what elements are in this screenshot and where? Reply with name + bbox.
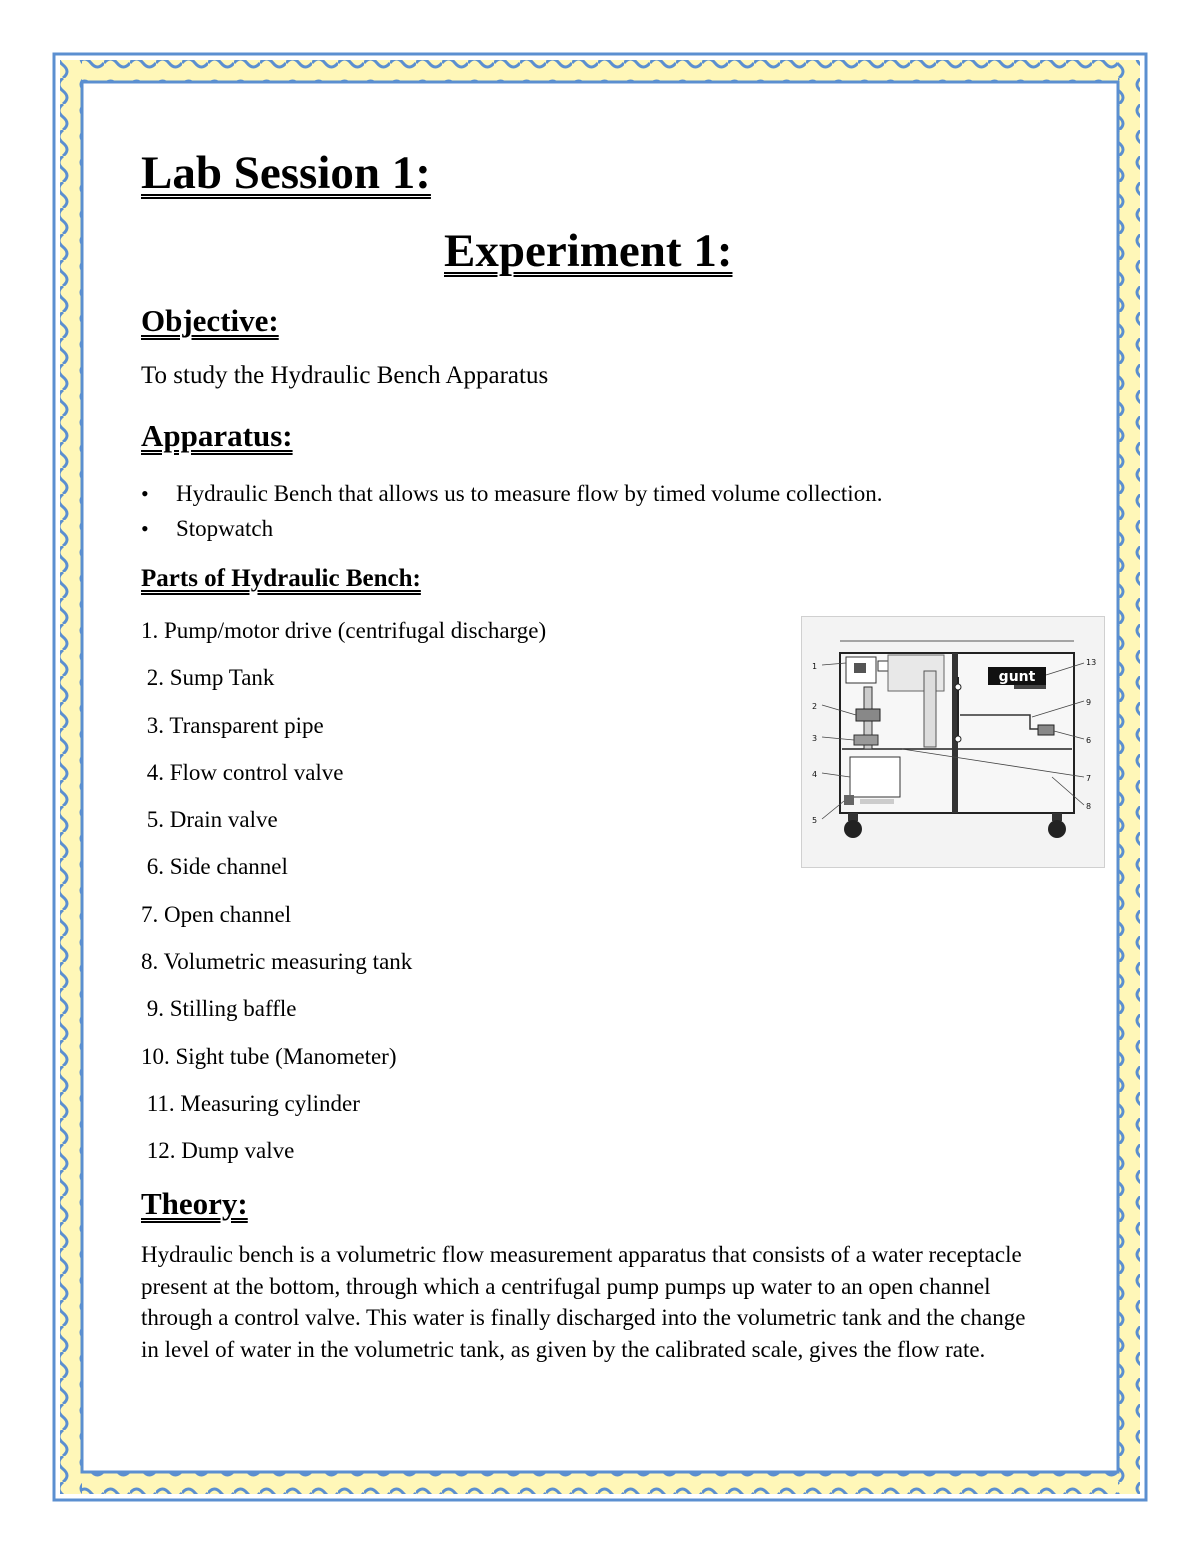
- brand-logo: gunt: [998, 669, 1036, 685]
- objective-text: To study the Hydraulic Bench Apparatus: [141, 362, 549, 389]
- list-item: 3. Transparent pipe: [141, 712, 324, 738]
- callout-label: 4: [812, 770, 818, 779]
- parts-list: [141, 614, 546, 1182]
- list-item: • Hydraulic Bench that allows us to measure flow by timed volume collection.: [141, 476, 882, 511]
- hydraulic-bench-figure: [801, 616, 1105, 868]
- list-item: 7. Open channel: [141, 901, 292, 927]
- objective-heading: Objective:: [141, 303, 279, 338]
- hydraulic-bench-drawing: [802, 617, 1104, 867]
- list-item: 1. Pump/motor drive (centrifugal discharge): [141, 618, 547, 643]
- callout-label: 8: [1086, 802, 1092, 811]
- list-item: 10. Sight tube (Manometer): [141, 1043, 397, 1069]
- experiment-title: Experiment 1:: [444, 225, 733, 277]
- callout-label: 6: [1086, 736, 1092, 745]
- page-title: Lab Session 1:: [141, 147, 431, 199]
- list-item: 6. Side channel: [141, 854, 288, 880]
- list-item: 9. Stilling baffle: [141, 996, 297, 1022]
- theory-heading: Theory:: [141, 1186, 248, 1221]
- callout-label: 13: [1086, 658, 1097, 667]
- list-item: 4. Flow control valve: [141, 759, 344, 785]
- list-item: • Stopwatch: [141, 511, 882, 546]
- callout-label: 5: [812, 816, 818, 825]
- list-item: 2. Sump Tank: [141, 665, 275, 691]
- list-item: 12. Dump valve: [141, 1138, 295, 1164]
- list-item: 8. Volumetric measuring tank: [141, 949, 413, 975]
- callout-label: 1: [812, 662, 818, 671]
- list-item: 11. Measuring cylinder: [141, 1090, 360, 1116]
- callout-label: 3: [812, 734, 818, 743]
- parts-heading: Parts of Hydraulic Bench:: [141, 565, 421, 592]
- callout-label: 7: [1086, 774, 1092, 783]
- list-item: 5. Drain valve: [141, 807, 278, 833]
- apparatus-list: [141, 476, 882, 546]
- theory-text: Hydraulic bench is a volumetric flow measurement apparatus that consists of a water receptacle present at the bottom, through which a centrifugal pump pumps up water to an open channel through a control valve. This water is finally discharged into the volumetric tank and the change in level of water in the volumetric tank, as given by the calibrated scale, gives the flow rate.: [141, 1242, 1026, 1362]
- apparatus-heading: Apparatus:: [141, 418, 293, 453]
- callout-label: 2: [812, 702, 818, 711]
- callout-label: 9: [1086, 698, 1092, 707]
